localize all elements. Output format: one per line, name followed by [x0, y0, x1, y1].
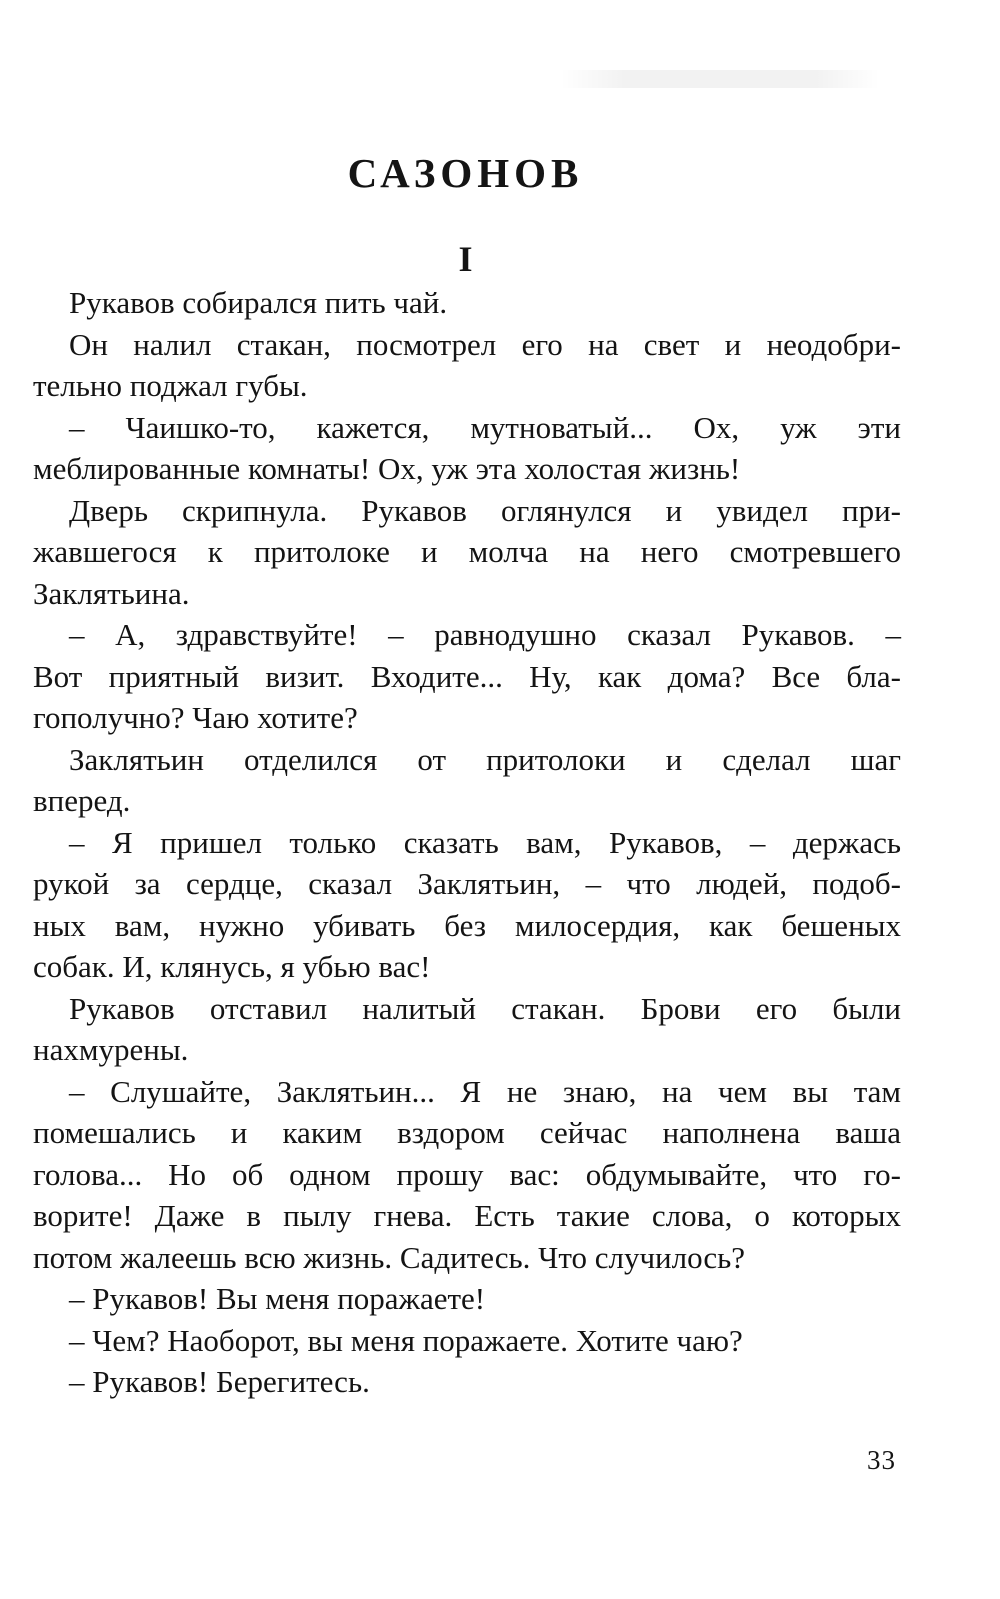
text-line: – Рукавов! Вы меня поражаете!: [69, 1281, 486, 1316]
chapter-number: I: [458, 239, 473, 279]
text-line: нахмурены.: [33, 1032, 189, 1067]
text-line: Он налил стакан, посмотрел его на свет и неодобри-: [69, 326, 901, 362]
text-line: ворите! Даже в пылу гнева. Есть такие слова, о которых: [33, 1198, 901, 1233]
text-line: жавшегося к притолоке и молча на него смотревшего: [33, 534, 901, 569]
text-line: – Чаишко-то, кажется, мутноватый... Ох, уж эти: [69, 409, 901, 445]
text-line: рукой за сердце, сказал Заклятьин, – что людей, подоб-: [33, 866, 901, 901]
text-line: Рукавов собирался пить чай.: [69, 285, 448, 320]
paragraph: [33, 282, 901, 324]
text-line: меблированные комнаты! Ох, уж эта холостая жизнь!: [33, 451, 741, 486]
page-number: 33: [867, 1445, 896, 1475]
paragraph: [33, 1320, 901, 1362]
story-title: САЗОНОВ: [347, 150, 584, 196]
text-line: гополучно? Чаю хотите?: [33, 700, 358, 735]
paragraph: [33, 1278, 901, 1320]
text-line: Заклятьин отделился от притолоки и сделал шаг: [69, 741, 901, 777]
text-line: – Рукавов! Берегитесь.: [69, 1364, 370, 1399]
text-line: Заклятьина.: [33, 575, 190, 611]
paragraph: [33, 739, 901, 822]
paragraph: [33, 988, 901, 1071]
text-line: потом жалеешь всю жизнь. Садитесь. Что случилось?: [33, 1239, 746, 1275]
text-line: голова... Но об одном прошу вас: обдумывайте, что го-: [33, 1156, 901, 1192]
text-line: ных вам, нужно убивать без милосердия, как бешеных: [33, 907, 901, 943]
paragraph: [33, 822, 901, 988]
text-line: – Слушайте, Заклятьин... Я не знаю, на чем вы там: [69, 1073, 901, 1109]
bleed-through-shadow: [560, 70, 880, 88]
text-line: собак. И, клянусь, я убью вас!: [33, 949, 431, 984]
text-line: тельно поджал губы.: [33, 368, 308, 403]
text-line: Вот приятный визит. Входите... Ну, как дома? Все бла-: [33, 658, 901, 694]
text-line: вперед.: [33, 783, 131, 818]
paragraph: [33, 490, 901, 615]
paragraph: [33, 614, 901, 739]
body-text: [33, 282, 901, 1403]
text-line: – Чем? Наоборот, вы меня поражаете. Хотите чаю?: [69, 1322, 743, 1358]
paragraph: [33, 1071, 901, 1279]
text-line: – Я пришел только сказать вам, Рукавов, – держась: [69, 824, 901, 860]
paragraph: [33, 324, 901, 407]
text-line: Рукавов отставил налитый стакан. Брови его были: [69, 990, 901, 1026]
paragraph: [33, 1361, 901, 1403]
text-line: помешались и каким вздором сейчас наполнена ваша: [33, 1115, 901, 1150]
paragraph: [33, 407, 901, 490]
text-line: Дверь скрипнула. Рукавов оглянулся и увидел при-: [69, 492, 901, 528]
text-line: – А, здравствуйте! – равнодушно сказал Рукавов. –: [69, 617, 901, 652]
